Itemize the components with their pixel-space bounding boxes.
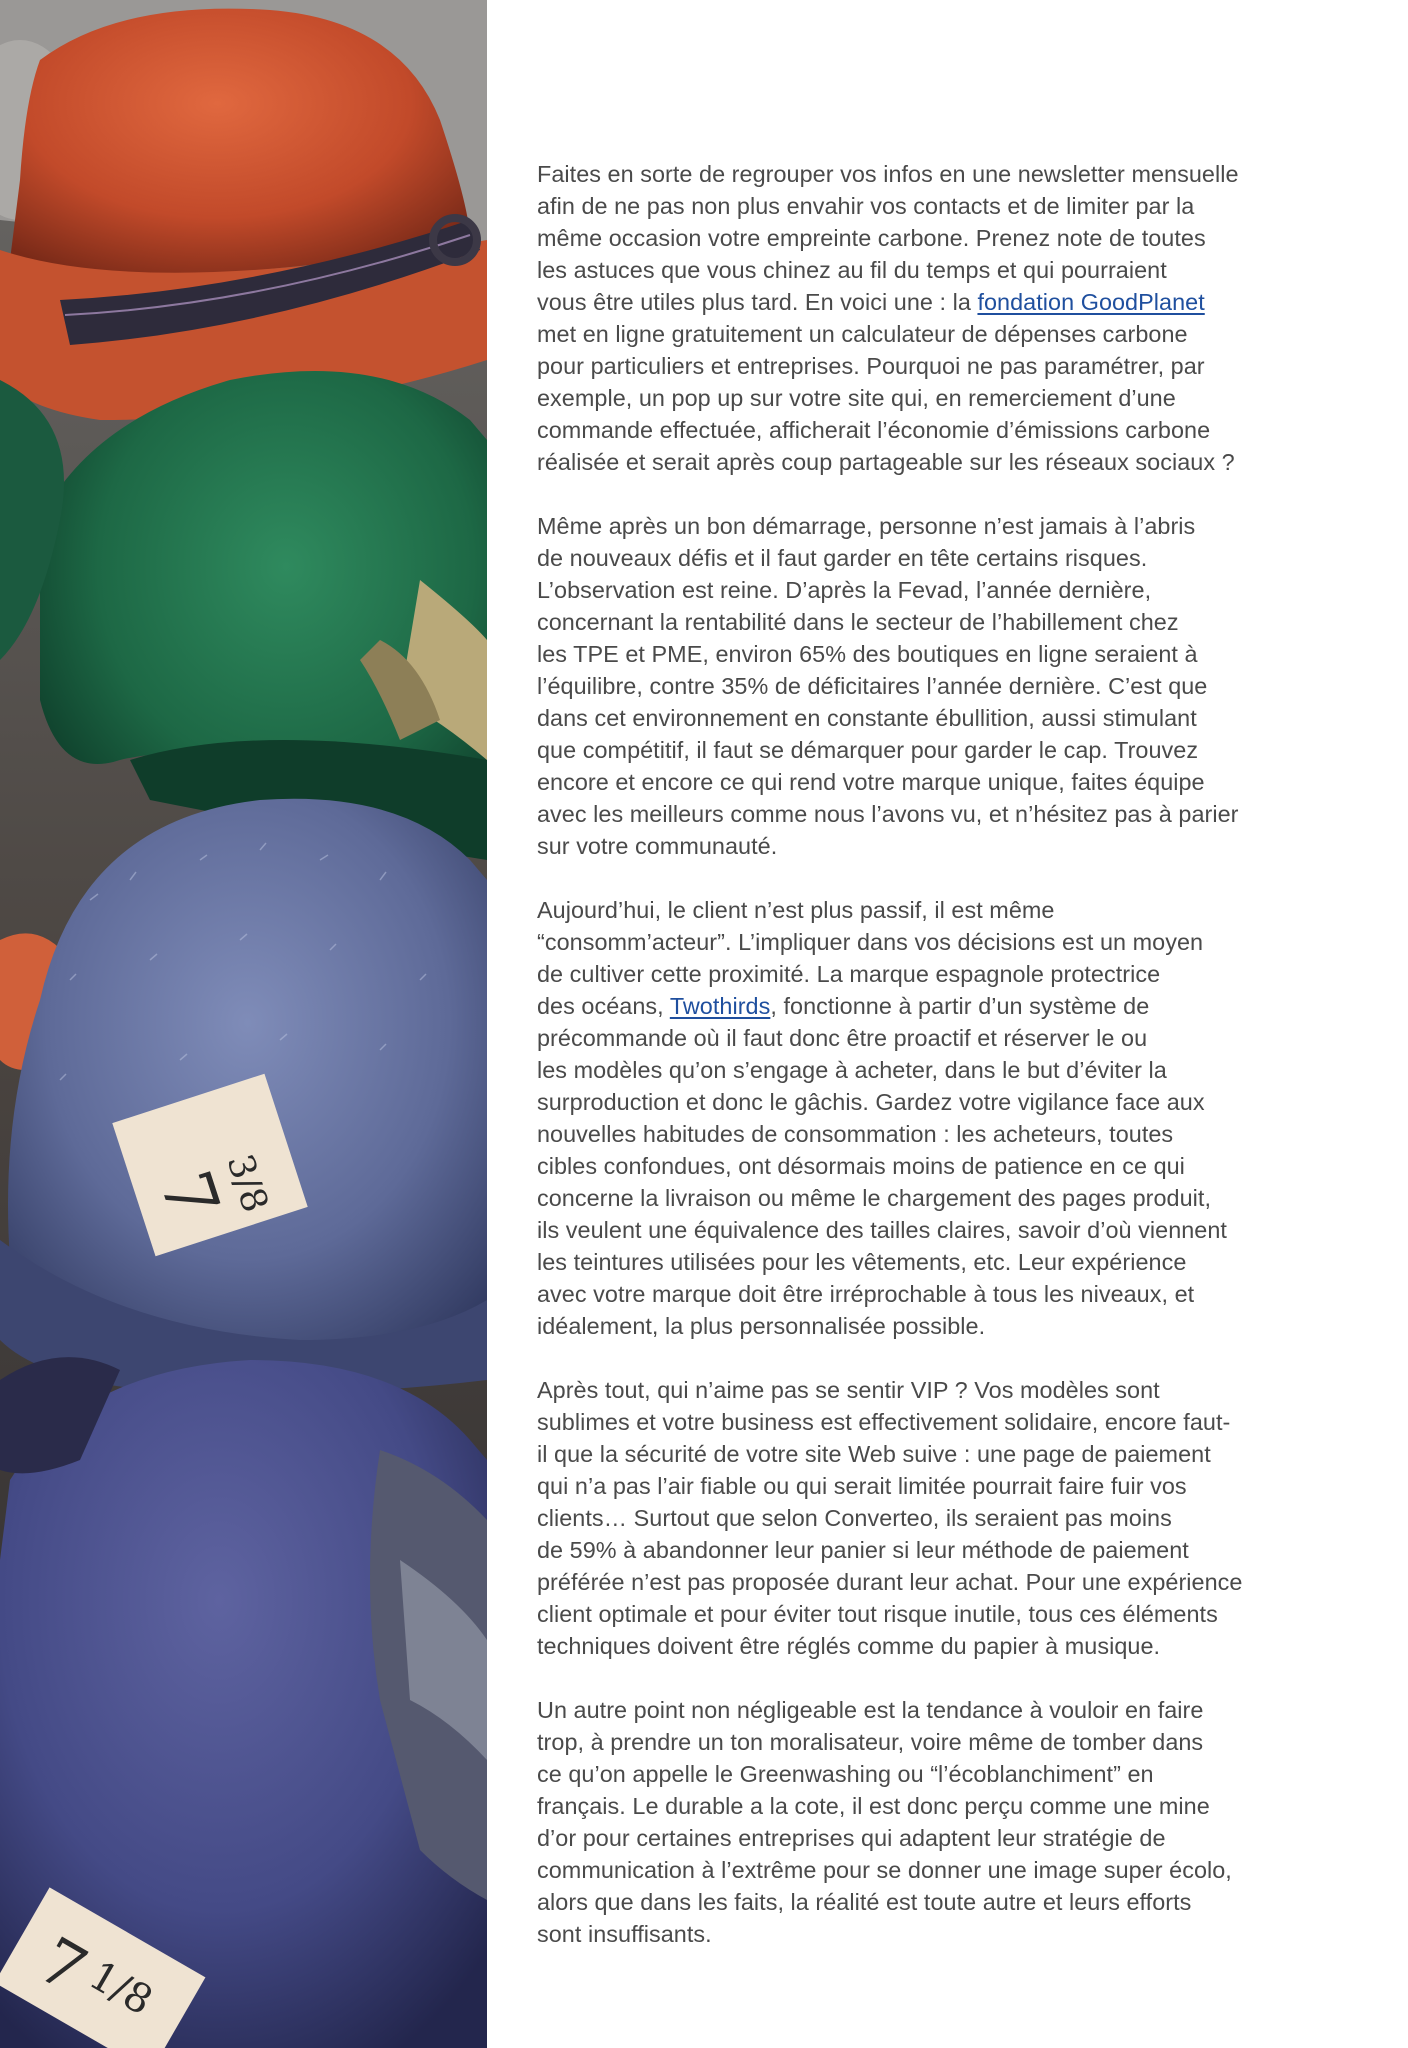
text-line: dans cet environnement en constante ébullition, aussi stimulant xyxy=(537,705,1197,731)
hats-illustration xyxy=(0,0,487,2048)
text-line: communication à l’extrême pour se donner une image super écolo, xyxy=(537,1857,1232,1883)
text-line: de 59% à abandonner leur panier si leur méthode de paiement xyxy=(537,1537,1189,1563)
text-line: Après tout, qui n’aime pas se sentir VIP ? Vos modèles sont xyxy=(537,1377,1160,1403)
size-tag-fraction-2: 1/8 xyxy=(81,1952,161,2025)
text-line: afin de ne pas non plus envahir vos contacts et de limiter par la xyxy=(537,193,1195,219)
text-line: les astuces que vous chinez au fil du temps et qui pourraient xyxy=(537,257,1167,283)
text-line: surproduction et donc le gâchis. Gardez votre vigilance face aux xyxy=(537,1089,1205,1115)
text-line: Aujourd’hui, le client n’est plus passif, il est même xyxy=(537,897,1055,923)
text-line: les teintures utilisées pour les vêtements, etc. Leur expérience xyxy=(537,1249,1187,1275)
text-fragment: , fonctionne à partir d’un système de xyxy=(770,993,1150,1019)
text-line: Un autre point non négligeable est la tendance à vouloir en faire xyxy=(537,1697,1204,1723)
text-line: qui n’a pas l’air fiable ou qui serait limitée pourrait faire fuir vos xyxy=(537,1473,1187,1499)
text-line: préférée n’est pas proposée durant leur achat. Pour une expérience xyxy=(537,1569,1243,1595)
text-line: client optimale et pour éviter tout risque inutile, tous ces éléments xyxy=(537,1601,1218,1627)
text-fragment: vous être utiles plus tard. En voici une : la xyxy=(537,289,978,315)
text-line: que compétitif, il faut se démarquer pour garder le cap. Trouvez xyxy=(537,737,1199,763)
paragraph-4 xyxy=(537,1374,1347,1662)
paragraph-2 xyxy=(537,510,1347,862)
paragraph-1 xyxy=(537,158,1347,478)
article-body xyxy=(537,158,1347,1982)
text-fragment: des océans, xyxy=(537,993,670,1019)
text-line: précommande où il faut donc être proactif et réserver le ou xyxy=(537,1025,1148,1051)
text-line: de nouveaux défis et il faut garder en tête certains risques. xyxy=(537,545,1148,571)
text-line: “consomm’acteur”. L’impliquer dans vos décisions est un moyen xyxy=(537,929,1204,955)
text-line: français. Le durable a la cote, il est donc perçu comme une mine xyxy=(537,1793,1210,1819)
text-line: de cultiver cette proximité. La marque espagnole protectrice xyxy=(537,961,1161,987)
text-line: idéalement, la plus personnalisée possible. xyxy=(537,1313,986,1339)
text-line xyxy=(537,286,1347,318)
text-line: ils veulent une équivalence des tailles claires, savoir d’où viennent xyxy=(537,1217,1227,1243)
text-line: met en ligne gratuitement un calculateur de dépenses carbone xyxy=(537,321,1188,347)
text-line: les TPE et PME, environ 65% des boutiques en ligne seraient à xyxy=(537,641,1198,667)
paragraph-5 xyxy=(537,1694,1347,1950)
text-line: cibles confondues, ont désormais moins de patience en ce qui xyxy=(537,1153,1185,1179)
text-line: les modèles qu’on s’engage à acheter, dans le but d’éviter la xyxy=(537,1057,1167,1083)
text-line: sont insuffisants. xyxy=(537,1921,712,1947)
text-line: nouvelles habitudes de consommation : les acheteurs, toutes xyxy=(537,1121,1174,1147)
goodplanet-link[interactable]: fondation GoodPlanet xyxy=(977,289,1205,315)
size-tag-number: 7 xyxy=(143,1161,236,1229)
text-line: il que la sécurité de votre site Web suive : une page de paiement xyxy=(537,1441,1211,1467)
text-line: sur votre communauté. xyxy=(537,833,778,859)
text-line: réalisée et serait après coup partageable sur les réseaux sociaux ? xyxy=(537,449,1235,475)
text-line: L’observation est reine. D’après la Fevad, l’année dernière, xyxy=(537,577,1152,603)
text-line: pour particuliers et entreprises. Pourquoi ne pas paramétrer, par xyxy=(537,353,1205,379)
text-line: exemple, un pop up sur votre site qui, en remerciement d’une xyxy=(537,385,1176,411)
size-tag-fraction: 3/8 xyxy=(218,1149,276,1218)
text-line: techniques doivent être réglés comme du papier à musique. xyxy=(537,1633,1161,1659)
text-line: commande effectuée, afficherait l’économie d’émissions carbone xyxy=(537,417,1211,443)
paragraph-3 xyxy=(537,894,1347,1342)
text-line: d’or pour certaines entreprises qui adaptent leur stratégie de xyxy=(537,1825,1166,1851)
text-line: sublimes et votre business est effectivement solidaire, encore faut- xyxy=(537,1409,1231,1435)
text-line: même occasion votre empreinte carbone. Prenez note de toutes xyxy=(537,225,1206,251)
text-line: avec votre marque doit être irréprochable à tous les niveaux, et xyxy=(537,1281,1195,1307)
text-line: concernant la rentabilité dans le secteur de l’habillement chez xyxy=(537,609,1179,635)
text-line: trop, à prendre un ton moralisateur, voire même de tomber dans xyxy=(537,1729,1204,1755)
text-line xyxy=(537,990,1347,1022)
text-line: clients… Surtout que selon Converteo, ils seraient pas moins xyxy=(537,1505,1172,1531)
text-line: l’équilibre, contre 35% de déficitaires l’année dernière. C’est que xyxy=(537,673,1208,699)
size-tag-number-2: 7 xyxy=(26,1924,99,2009)
text-line: Faites en sorte de regrouper vos infos en une newsletter mensuelle xyxy=(537,161,1239,187)
twothirds-link[interactable]: Twothirds xyxy=(669,993,771,1019)
hats-photo xyxy=(0,0,487,2048)
text-line: avec les meilleurs comme nous l’avons vu, et n’hésitez pas à parier xyxy=(537,801,1239,827)
text-line: encore et encore ce qui rend votre marque unique, faites équipe xyxy=(537,769,1205,795)
text-line: ce qu’on appelle le Greenwashing ou “l’écoblanchiment” en xyxy=(537,1761,1154,1787)
text-line: concerne la livraison ou même le chargement des pages produit, xyxy=(537,1185,1212,1211)
text-line: alors que dans les faits, la réalité est toute autre et leurs efforts xyxy=(537,1889,1192,1915)
text-line: Même après un bon démarrage, personne n’est jamais à l’abris xyxy=(537,513,1196,539)
